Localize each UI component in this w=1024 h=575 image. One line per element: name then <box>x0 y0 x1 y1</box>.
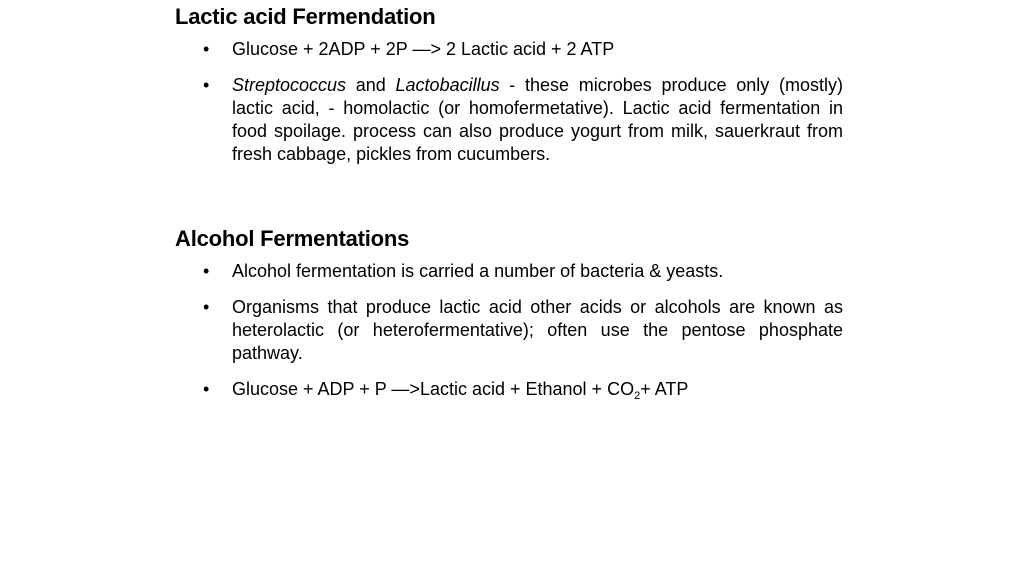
bullet-icon: • <box>203 75 210 95</box>
organism-name: Lactobacillus <box>395 75 500 95</box>
bullet-list <box>175 260 843 401</box>
text-segment: and <box>346 75 396 95</box>
list-item <box>175 260 843 283</box>
bullet-text: Alcohol fermentation is carried a number of bacteria & yeasts. <box>232 261 724 281</box>
bullet-text: Glucose + 2ADP + 2P —> 2 Lactic acid + 2 ATP <box>232 39 615 59</box>
bullet-icon: • <box>203 297 210 317</box>
section-alcohol <box>175 224 843 414</box>
list-item <box>175 378 843 401</box>
bullet-text: Organisms that produce lactic acid other acids or alcohols are known as heterolactic (or heterofermentative); often use the pentose phosphate pathway. <box>232 297 843 363</box>
bullet-text <box>232 378 843 401</box>
section-title: Lactic acid Fermendation <box>175 4 436 29</box>
bullet-icon: • <box>203 261 210 281</box>
bullet-icon: • <box>203 379 210 399</box>
text-segment: - these microbes produce only (mostly) lactic acid, - homolactic (or homofermetative). Lactic acid fermentation in food spoilage. process can also produce yogurt from milk, sauerkraut from fresh cabbage, pickles from cucumbers. <box>232 75 843 164</box>
section-lactic-acid <box>175 2 843 179</box>
bullet-icon: • <box>203 39 210 59</box>
bullet-text <box>232 74 843 166</box>
subscript: 2 <box>634 390 641 402</box>
list-item <box>175 74 843 166</box>
list-item <box>175 296 843 365</box>
section-title: Alcohol Fermentations <box>175 226 410 251</box>
equation-segment: Glucose + ADP + P —>Lactic acid + Ethanol + CO <box>232 379 635 399</box>
equation-segment: + ATP <box>640 379 689 399</box>
list-item <box>175 38 843 61</box>
bullet-list <box>175 38 843 166</box>
organism-name: Streptococcus <box>232 75 347 95</box>
